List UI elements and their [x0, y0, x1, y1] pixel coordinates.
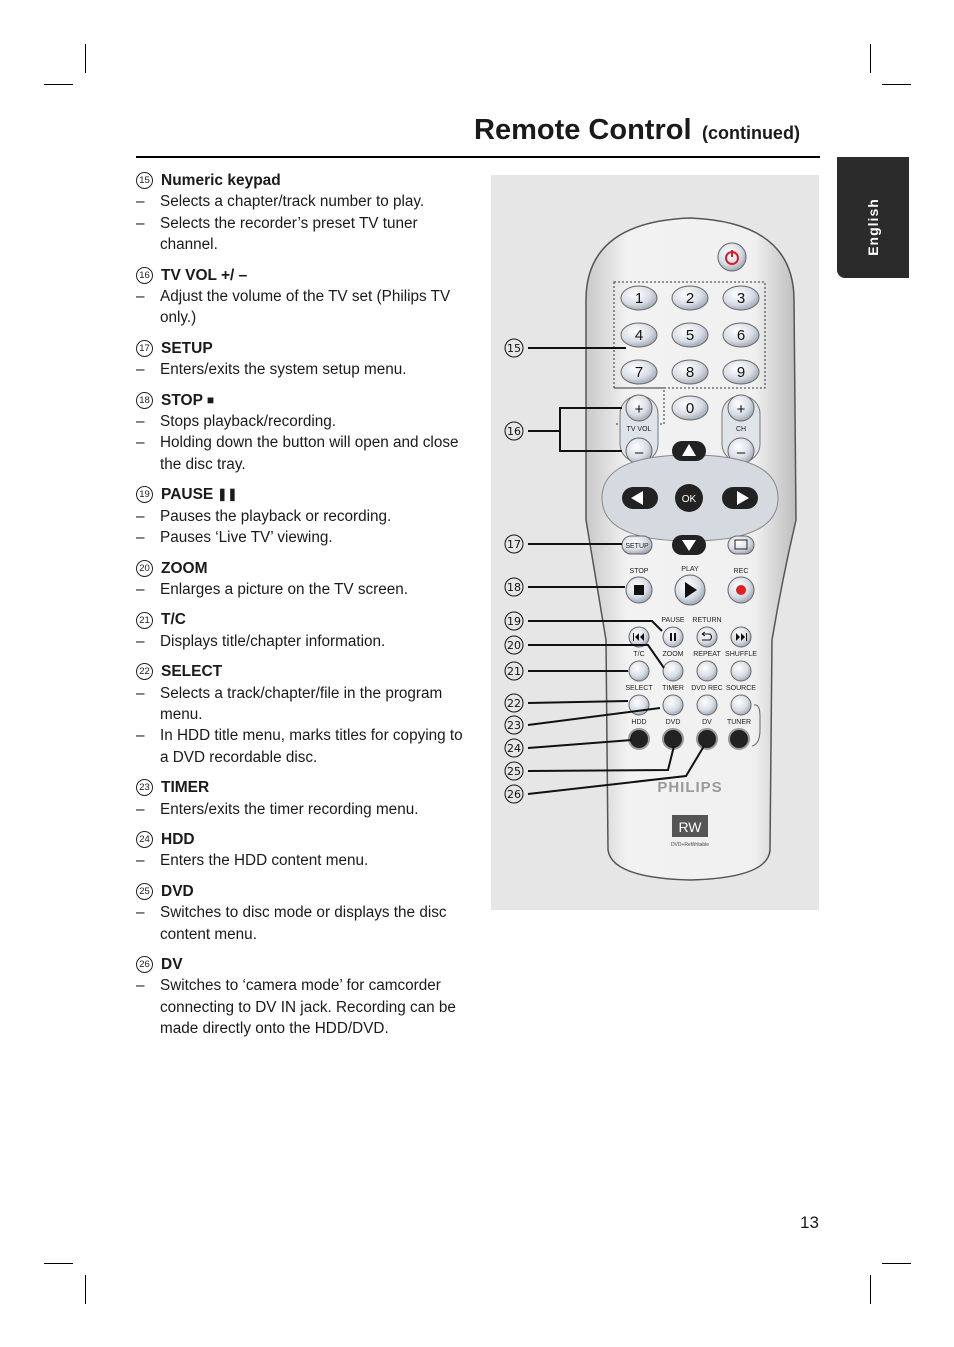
callout-number: 26 [507, 788, 521, 801]
item-text: Adjust the volume of the TV set (Philips TV only.) [160, 288, 451, 327]
ch-minus-label: – [736, 444, 746, 461]
tc-label: T/C [633, 651, 645, 658]
rec-icon [736, 585, 746, 595]
item-text: Enters the HDD content menu. [160, 852, 369, 870]
display-button [728, 536, 754, 554]
item-text: Enlarges a picture on the TV screen. [160, 580, 409, 598]
item-number: 18 [136, 392, 153, 409]
dash-bullet: – [136, 434, 145, 452]
shuffle-label: SHUFFLE [725, 651, 757, 658]
dvd-label: DVD [665, 719, 681, 726]
rec-label: REC [733, 568, 749, 575]
language-label: English [865, 198, 881, 256]
item-text: Enters/exits the timer recording menu. [160, 800, 419, 818]
source-button [731, 695, 751, 715]
dash-bullet: – [136, 632, 145, 650]
dvd-rec-button [697, 695, 717, 715]
keypad-digit: 7 [634, 364, 644, 381]
item-label: SETUP [161, 339, 213, 357]
dash-bullet: – [136, 800, 145, 818]
item-number: 22 [136, 663, 153, 680]
select-label: SELECT [625, 685, 653, 692]
callout-number: 24 [507, 742, 521, 755]
dvd-rec-label: DVD REC [691, 685, 723, 692]
repeat-label: REPEAT [693, 651, 721, 658]
hdd-button [629, 729, 649, 749]
item-symbol: ■ [206, 392, 215, 407]
pause-label: PAUSE [661, 617, 685, 624]
item-number: 15 [136, 172, 153, 189]
zoom-label: ZOOM [662, 651, 684, 658]
keypad-digit: 2 [685, 290, 695, 307]
item-label: TIMER [161, 779, 210, 797]
brand-logo: PHILIPS [657, 779, 723, 796]
item-text: Selects a chapter/track number to play. [160, 193, 425, 211]
item-label: T/C [161, 611, 186, 629]
rw-caption: DVD+ReWritable [670, 842, 710, 848]
dash-bullet: – [136, 580, 145, 598]
dash-bullet: – [136, 288, 145, 306]
callout-number: 18 [507, 581, 521, 594]
item-number: 17 [136, 340, 153, 357]
callout-number: 16 [507, 425, 521, 438]
vol-minus-label: – [634, 444, 644, 461]
item-number: 21 [136, 612, 153, 629]
timer-label: TIMER [662, 685, 684, 692]
tc-button [629, 661, 649, 681]
tv-vol-label: TV VOL [626, 426, 652, 433]
dash-bullet: – [136, 361, 145, 379]
item-label: TV VOL +/ – [161, 266, 248, 284]
callout-number: 20 [507, 639, 521, 652]
play-label: PLAY [681, 566, 699, 573]
item-label: Numeric keypad [161, 172, 281, 189]
item-number: 16 [136, 267, 153, 284]
callout-number: 25 [507, 765, 521, 778]
item-text: Pauses the playback or recording. [160, 507, 392, 525]
page-number: 13 [800, 1213, 819, 1232]
return-button [697, 627, 717, 647]
dv-button [697, 729, 717, 749]
item-number: 26 [136, 956, 153, 973]
item-text: Selects a track/chapter/file in the program menu. [160, 684, 443, 723]
vol-plus-label: + [634, 401, 644, 418]
item-text: Displays title/chapter information. [160, 632, 386, 650]
item-number: 25 [136, 883, 153, 900]
keypad-digit: 9 [736, 364, 746, 381]
keypad-digit: 6 [736, 327, 746, 344]
dash-bullet: – [136, 413, 145, 431]
ok-label: OK [681, 494, 697, 505]
title-main: Remote Control [474, 114, 692, 146]
item-label: PAUSE [161, 486, 214, 504]
keypad-digit: 4 [634, 327, 644, 344]
item-text: Enters/exits the system setup menu. [160, 361, 407, 379]
item-label: ZOOM [161, 559, 208, 577]
timer-button [663, 695, 683, 715]
item-text: Stops playback/recording. [160, 413, 337, 431]
callout-number: 23 [507, 719, 521, 732]
callout-number: 17 [507, 538, 521, 551]
stop-icon [634, 585, 644, 595]
keypad-digit: 8 [685, 364, 695, 381]
return-label: RETURN [692, 617, 722, 624]
source-label: SOURCE [726, 685, 756, 692]
item-text: Pauses ‘Live TV’ viewing. [160, 529, 333, 547]
item-label: HDD [161, 830, 195, 848]
setup-label: SETUP [625, 543, 649, 550]
dash-bullet: – [136, 529, 145, 547]
item-text: In HDD title menu, marks titles for copying to a DVD recordable disc. [160, 727, 463, 766]
dash-bullet: – [136, 193, 145, 211]
zoom-button [663, 661, 683, 681]
item-text: Selects the recorder’s preset TV tuner channel. [160, 214, 418, 254]
dash-bullet: – [136, 507, 145, 525]
item-number: 23 [136, 779, 153, 796]
item-label: DVD [161, 882, 194, 900]
keypad-digit: 1 [634, 290, 644, 307]
item-text: Switches to disc mode or displays the disc content menu. [160, 904, 447, 943]
tuner-label: TUNER [726, 719, 752, 726]
callout-number: 19 [507, 615, 521, 628]
dash-bullet: – [136, 727, 145, 745]
item-label: DV [161, 956, 183, 973]
repeat-button [697, 661, 717, 681]
item-number: 19 [136, 486, 153, 503]
stop-label: STOP [629, 568, 649, 575]
dash-bullet: – [136, 214, 145, 232]
ch-label: CH [735, 426, 747, 433]
ch-plus-label: + [736, 401, 746, 418]
keypad-digit: 0 [685, 400, 695, 417]
item-label: STOP [161, 391, 203, 409]
dash-bullet: – [136, 977, 145, 995]
pause-button [663, 627, 683, 647]
item-symbol: ❚❚ [217, 487, 238, 502]
title-continued: (continued) [701, 123, 800, 143]
keypad-digit: 5 [685, 327, 695, 344]
dash-bullet: – [136, 904, 145, 922]
shuffle-button [731, 661, 751, 681]
dash-bullet: – [136, 852, 145, 870]
callout-number: 22 [507, 697, 521, 710]
item-number: 20 [136, 560, 153, 577]
callout-number: 21 [507, 665, 521, 678]
hdd-label: HDD [631, 719, 647, 726]
callout-number: 15 [507, 342, 521, 355]
dv-label: DV [702, 719, 712, 726]
keypad-digit: 3 [736, 290, 746, 307]
item-label: SELECT [161, 663, 223, 681]
item-number: 24 [136, 831, 153, 848]
tuner-button [729, 729, 749, 749]
rw-label: RW [678, 819, 702, 835]
dash-bullet: – [136, 684, 145, 702]
item-text: Holding down the button will open and close the disc tray. [160, 434, 459, 473]
item-text: Switches to ‘camera mode’ for camcorder connecting to DV IN jack. Recording can be made directly onto the HDD/DVD. [160, 977, 456, 1038]
